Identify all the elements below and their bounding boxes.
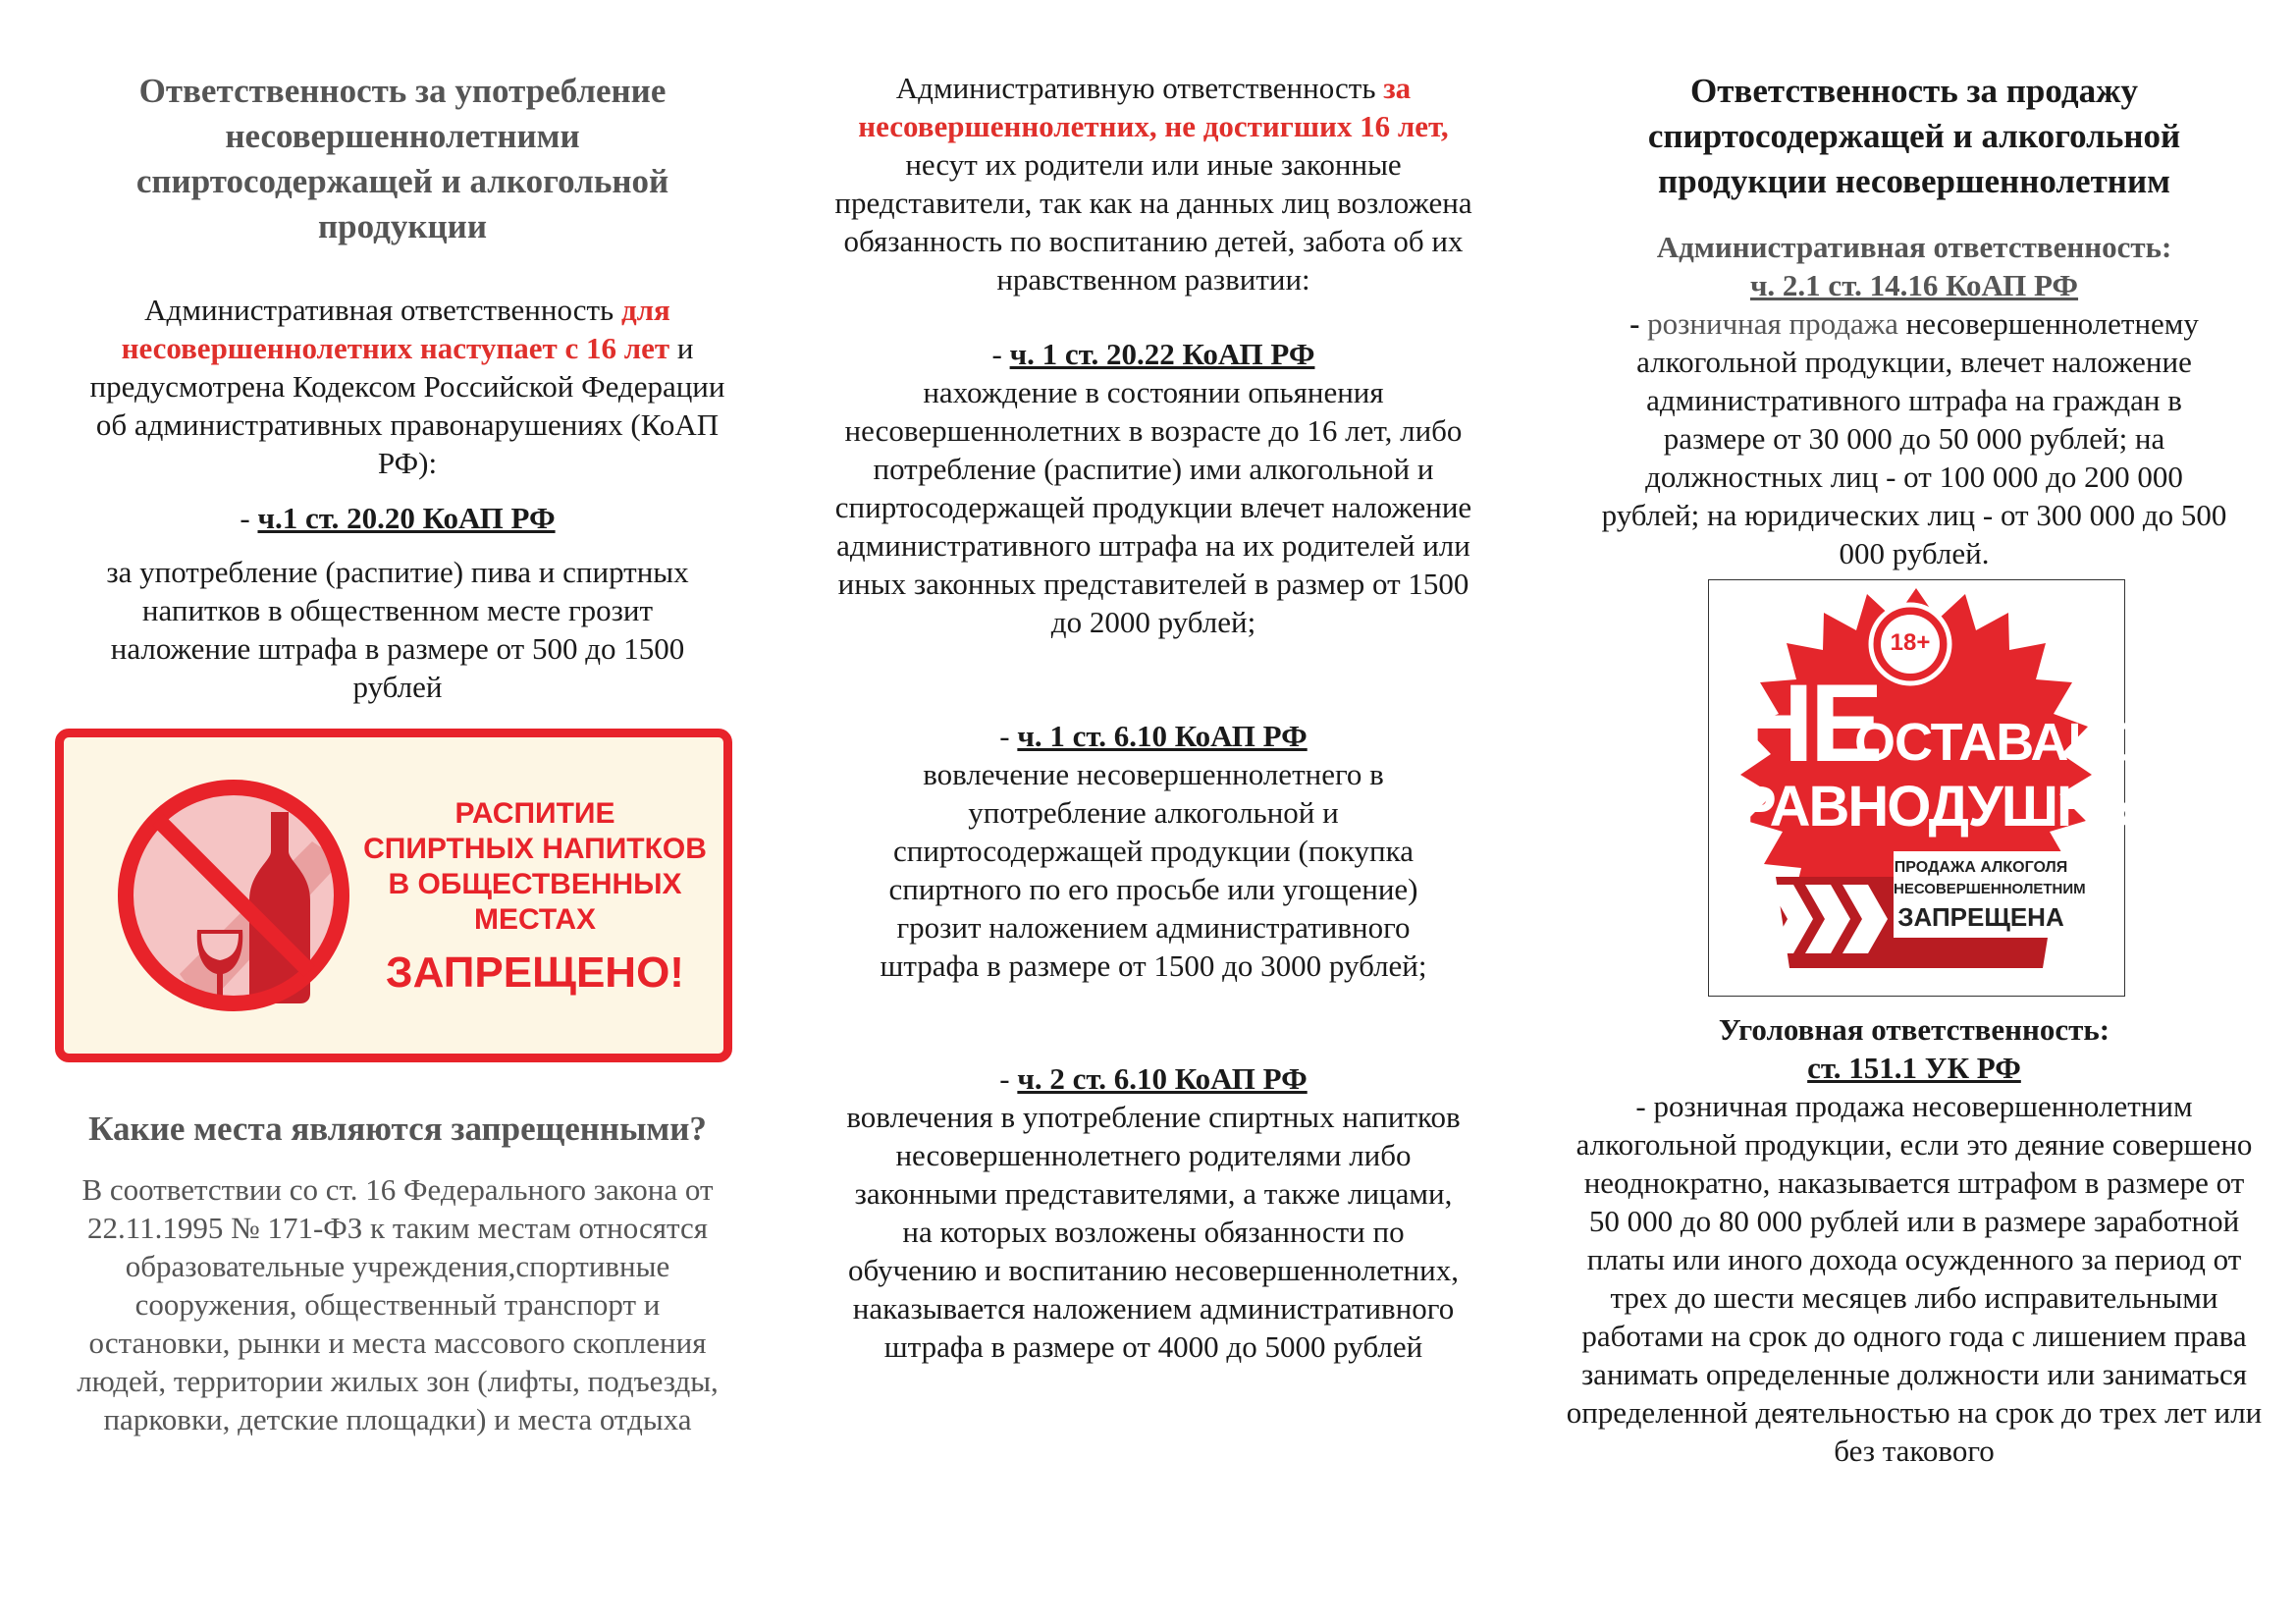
item-ref: ч. 2 ст. 6.10 КоАП РФ — [1017, 1061, 1308, 1096]
middle-item-2: - ч. 1 ст. 6.10 КоАП РФ вовлечение несовершеннолетнего в употребление алкогольной и спиртосодержащей продукции (покупка спиртного по его просьбе или угощение) грозит наложением административного штрафа в размере от 1500 до 3000 рублей; — [880, 719, 1427, 983]
poster-tag: ПРОДАЖА АЛКОГОЛЯ НЕСОВЕРШЕННОЛЕТНИМ ЗАПРЕЩЕНА — [1894, 859, 2086, 932]
left-title: Ответственность за употребление несовершеннолетними спиртосодержащей и алкогольной продукции — [135, 72, 669, 245]
right-title: Ответственность за продажу спиртосодержащей и алкогольной продукции несовершеннолетним — [1647, 72, 2181, 200]
no-sale-poster — [1708, 579, 2195, 997]
sign-text: РАСПИТИЕ СПИРТНЫХ НАПИТКОВ В ОБЩЕСТВЕННЫХ МЕСТАХ ЗАПРЕЩЕНО! — [363, 797, 707, 997]
criminal-block: Уголовная ответственность: ст. 151.1 УК РФ - розничная продажа несовершеннолетним алкогольной продукции, если это деяние совершено неоднократно, наказывается штрафом в размере от 50 000 до 80 000 рублей или в размере заработной платы или иного дохода осужденного за период от трех до шести месяцев либо исправительными работами на срок до одного года с лишением права занимать определенные должности или заниматься определенной деятельностью на срок до трех лет или без такового — [1561, 1010, 2268, 1470]
middle-item-1: - ч. 1 ст. 20.22 КоАП РФ нахождение в состоянии опьянения несовершеннолетних в возрасте до 16 лет, либо потребление (распитие) ими алкогольной и спиртосодержащей продукции влечет наложение административного штрафа на их родителей или иных законных представителей в размер от 1500 до 2000 рублей; — [815, 335, 1492, 641]
middle-intro: Административную ответственность за несовершеннолетних, не достигших 16 лет, несут их родители или иные законные представители, так как на данных лиц возложена обязанность по воспитанию детей, забота об их нравственном развитии: — [834, 71, 1472, 297]
item-ref: ч. 1 ст. 20.22 КоАП РФ — [1009, 337, 1315, 371]
left-article-text: за употребление (распитие) пива и спиртных напитков в общественном месте грозит наложение штрафа в размере от 500 до 1500 рублей — [106, 555, 689, 704]
item-text: вовлечения в употребление спиртных напитков несовершеннолетнего родителями либо законными представителями, а также лицами, на которых возложены обязанности по обучению и воспитанию несовершеннолетних, наказывается наложением административного штрафа в размере от 4000 до 5000 рублей — [846, 1100, 1461, 1364]
item-ref: ч. 1 ст. 6.10 КоАП РФ — [1017, 719, 1308, 753]
item-text: вовлечение несовершеннолетнего в употребление алкогольной и спиртосодержащей продукции (покупка спиртного по его просьбе или угощение) грозит наложением административного штрафа в размере от 1500 до 3000 рублей; — [880, 757, 1427, 983]
item-text: нахождение в состоянии опьянения несовершеннолетних в возрасте до 16 лет, либо потребление (распитие) ими алкогольной и спиртосодержащей продукции влечет наложение административного штрафа на их родителей или иных законных представителей в размер от 1500 до 2000 рублей; — [834, 375, 1472, 639]
poster-line2: РАВНОДУШНЫМ — [1738, 775, 2195, 839]
middle-item-3: - ч. 2 ст. 6.10 КоАП РФ вовлечения в употребление спиртных напитков несовершеннолетнего родителями либо законными представителями, а также лицами, на которых возложены обязанности по обучению и воспитанию несовершеннолетних, наказывается наложением административного штрафа в размере от 4000 до 5000 рублей — [815, 1059, 1492, 1366]
admin-block: Административная ответственность: ч. 2.1 ст. 14.16 КоАП РФ - розничная продажа несовершеннолетнему алкогольной продукции, влечет наложение административного штрафа на граждан в размере от 30 000 до 50 000 рублей; на должностных лиц - от 100 000 до 200 000 рублей; на юридических лиц - от 300 000 до 500 000 рублей. — [1561, 228, 2268, 572]
no-alcohol-icon — [111, 773, 356, 1018]
places-heading: Какие места являются запрещенными? — [88, 1110, 707, 1148]
poster-ne: НЕ — [1735, 662, 1880, 785]
left-intro-highlight: для несовершеннолетних наступает с 16 лет — [121, 293, 670, 365]
places-text: В соответствии со ст. 16 Федерального закона от 22.11.1995 № 171-ФЗ к таким местам относятся образовательные учреждения,спортивные сооружения, общественный транспорт и остановки, рынки и места массового скопления людей, территории жилых зон (лифты, подъезды, парковки, детские площадки) и места отдыха — [77, 1172, 719, 1436]
poster-line1: ОСТАВАЙСЯ — [1854, 713, 2180, 772]
admin-ref: ч. 2.1 ст. 14.16 КоАП РФ — [1749, 268, 2079, 302]
no-drinking-sign — [55, 729, 732, 1062]
criminal-ref: ст. 151.1 УК РФ — [1807, 1051, 2021, 1085]
left-article-ref: - ч.1 ст. 20.20 КоАП РФ — [240, 501, 556, 535]
poster-cap-label: 18+ — [1890, 629, 1931, 656]
left-intro: Административная ответственность для несовершеннолетних наступает с 16 лет и предусмотрена Кодексом Российской Федерации об административных правонарушениях (КоАП РФ): — [89, 293, 725, 480]
